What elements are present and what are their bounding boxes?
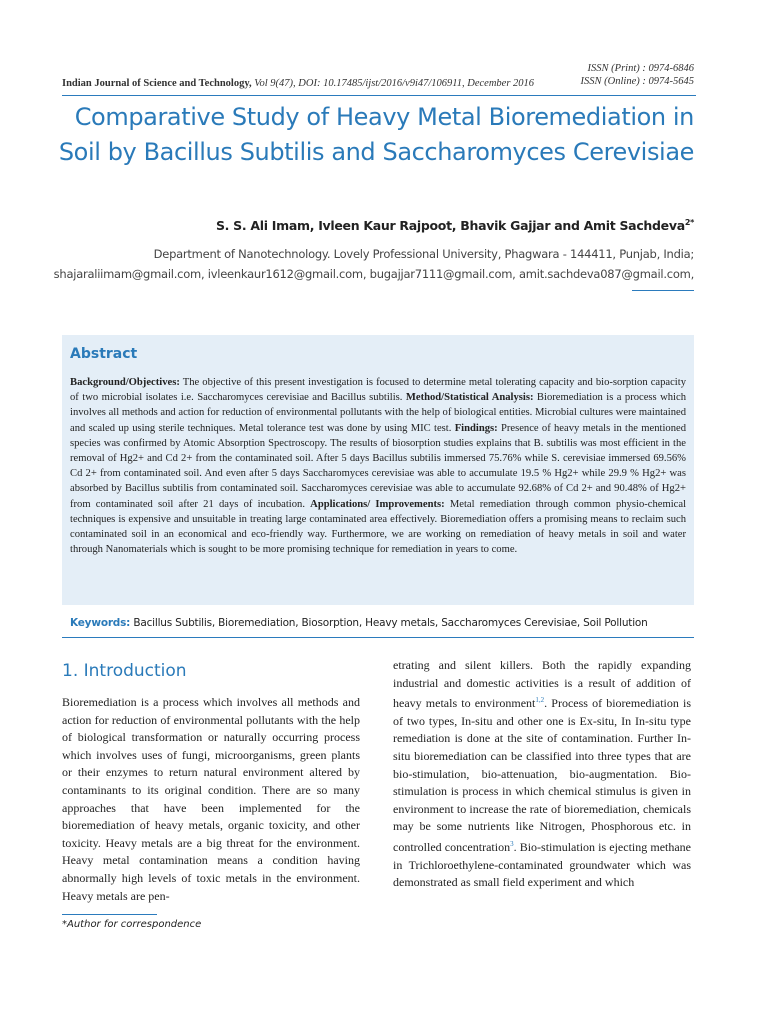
header-divider (62, 95, 696, 96)
abstract-method-text: Bioremediation is a process which involves all methods and action for reduction of environmental pollutants with the help of biological entities. Microbial cultures were maintained and scaled up using sterile techniques. Metal tolerance test was done by using MIC test. (70, 392, 686, 434)
intro-right-text-c: . Bio-stimulation is ejecting methane in Trichloroethylene-contaminated groundwater which was demonstrated as small field experiment and which (393, 839, 692, 890)
intro-right-text-b: . Process of bioremediation is of two types, In-situ and other one is Ex-situ, In In-situ type remediation is done at the site of contamination. Further In-situ bioremediation can be classified into three types that are bio-stimulation, bio-attenuation, bio-augmentation. Bio-stimulation is process in which chemical stimulus is given in environment to increase the rate of bioremediation, chemicals may be some nutrients like Nitrogen, Phosphorous etc. in controlled concentration (393, 696, 692, 854)
affiliation (34, 244, 694, 284)
author-list (216, 218, 694, 233)
author-names: S. S. Ali Imam, Ivleen Kaur Rajpoot, Bhavik Gajjar and Amit Sachdeva (215, 218, 685, 234)
keywords-divider (62, 637, 694, 638)
intro-column-left: Bioremediation is a process which involves all methods and action for reduction of environmental pollutants with the help of biological transformation or naturally occurring process which involves uses of fungi, microorganisms, green plants or their enzymes to return natural environment altered by contaminants to its original condition. There are so many approaches that have been implemented for the bioremediation of heavy metals, organic toxicity, and other toxicity. Heavy metals are a big threat for the environment. Heavy metal contamination means a condition having abnormally high levels of toxic metals in the environment. Heavy metals are pen- (62, 695, 360, 903)
footnote: *Author for correspondence (62, 919, 202, 930)
abstract-background-text: The objective of this present investigation is focused to determine metal tolerating capacity and bio-sorption capacity of two microbial isolates i.e. Saccharomyces cerevisiae and Bacillus subtilis. (70, 377, 686, 404)
issn-print: ISSN (Print) : 0974-6846 (587, 63, 694, 74)
journal-meta: Vol 9(47), DOI: 10.17485/ijst/2016/v9i47/106911, December 2016 (251, 78, 535, 89)
keywords-text: Bacillus Subtilis, Bioremediation, Biosorption, Heavy metals, Saccharomyces Cerevisiae, Soil Pollution (130, 617, 648, 629)
footnote-divider (62, 914, 157, 915)
issn-online: ISSN (Online) : 0974-5645 (580, 76, 694, 87)
citation-link[interactable]: 3 (510, 839, 514, 848)
affiliation-divider (632, 290, 694, 291)
keywords-label: Keywords: (70, 617, 131, 629)
abstract-findings-text: Presence of heavy metals in the mentioned species was confirmed by Atomic Absorption Spectroscopy. The results of biosorption studies explains that B. subtilis was most efficient in the removal of Hg2+ and Cd 2+ from the contaminated soil. After 5 days Bacillus subtilis immersed 75.76% while S. cerevisiae immersed 69.56% Cd 2+ from contaminated soil. And even after 5 days Saccharomyces cerevisiae was able to accumulate 19.5 % Hg2+ while 29.9 % Hg2+ was absorbed by Bacillus subtilis from contaminated soil. Saccharomyces cerevisiae was able to accumulate 92.68% of Cd 2+ and 90.48% of Hg2+ from contaminated soil after 21 days of incubation. (70, 422, 686, 510)
intro-right-text-a: etrating and silent killers. Both the rapidly expanding industrial and domestic activities is a result of addition of heavy metals to environment (393, 658, 691, 711)
article-title: Comparative Study of Heavy Metal Bioremediation in Soil by Bacillus Subtilis and Saccharomyces Cerevisiae (58, 103, 694, 166)
abstract-heading: Abstract (70, 346, 138, 362)
email-line: shajaraliimam@gmail.com, ivleenkaur1612@gmail.com, bugajjar7111@gmail.com, amit.sachdeva087@gmail.com, (53, 267, 694, 281)
abstract-box (62, 335, 694, 605)
author-superscript: 2* (684, 218, 694, 227)
issn-block (581, 62, 694, 88)
citation-link[interactable]: 1,2 (535, 696, 545, 705)
journal-citation (62, 78, 534, 89)
abstract-label-applications: Applications/ Improvements: (310, 498, 445, 510)
abstract-label-findings: Findings: (454, 422, 498, 434)
abstract-label-background: Background/Objectives: (70, 377, 180, 388)
keywords-line (70, 617, 690, 629)
section-heading-introduction: 1. Introduction (62, 661, 187, 681)
intro-column-right (393, 657, 691, 892)
abstract-applications-text: Metal remediation through common physio-chemical techniques is expensive and unsuitable in treating large contaminated area effectively. Bioremediation offers a promising means to reclaim such contaminated soil in an economical and eco-friendly way. Furthermore, we are working on remediation of heavy metals in soil and water through Nanomaterials which is sought to be more promising technique for remediation in years to come. (70, 498, 687, 556)
abstract-body (70, 375, 686, 557)
abstract-label-method: Method/Statistical Analysis: (405, 392, 534, 404)
affiliation-line: Department of Nanotechnology. Lovely Professional University, Phagwara - 144411, Punjab, India; (153, 247, 694, 261)
journal-name: Indian Journal of Science and Technology, (62, 78, 252, 89)
